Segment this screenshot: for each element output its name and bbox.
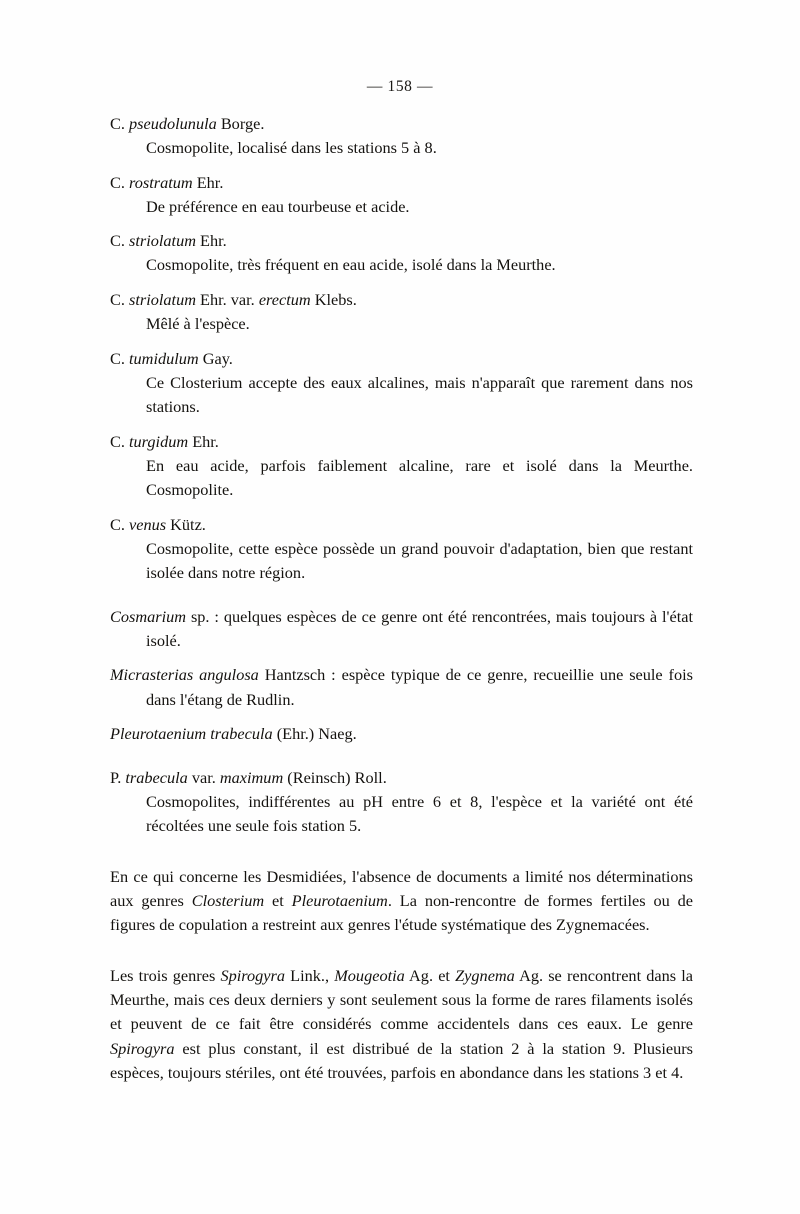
species-entry (110, 513, 693, 585)
section-spacer (110, 757, 693, 766)
species-name: C. turgidum Ehr. (110, 431, 219, 451)
species-name: C. venus Kütz. (110, 514, 206, 534)
species-entry (110, 112, 693, 160)
species-entry (110, 171, 693, 219)
species-entry (110, 288, 693, 336)
species-description: En eau acide, parfois faiblement alcaline, rare et isolé dans la Meurthe. Cosmopolite. (146, 455, 693, 499)
species-name: C. striolatum Ehr. (110, 231, 227, 251)
species-name: P. trabecula var. maximum (Reinsch) Roll. (110, 768, 387, 788)
species-description: De préférence en eau tourbeuse et acide. (146, 196, 410, 216)
species-description: Cosmopolite, cette espèce possède un grand pouvoir d'adaptation, bien que restant isolée dans notre région. (146, 538, 693, 582)
species-entry (110, 766, 693, 838)
genus-entry-list (110, 605, 693, 747)
genus-entry: Pleurotaenium trabecula (Ehr.) Naeg. (110, 724, 357, 744)
page-folio: — 158 — (366, 78, 434, 95)
species-name: C. rostratum Ehr. (110, 172, 224, 192)
species-description: Cosmopolite, localisé dans les stations 5 à 8. (146, 138, 437, 157)
genus-entry: Cosmarium sp. : quelques espèces de ce genre ont été rencontrées, mais toujours à l'état isolé. (110, 606, 693, 650)
species-name: C. striolatum Ehr. var. erectum Klebs. (110, 290, 357, 310)
species-description: Cosmopolites, indifférentes au pH entre 6 et 8, l'espèce et la variété ont été récoltées une seule fois station 5. (146, 792, 693, 836)
section-spacer (110, 849, 693, 865)
section-spacer (110, 948, 693, 964)
species-entry (110, 229, 693, 277)
species-name: C. pseudolunula Borge. (110, 114, 265, 133)
species-description: Mêlé à l'espèce. (146, 314, 250, 334)
body-paragraph: En ce qui concerne les Desmidiées, l'absence de documents a limité nos déterminations aux genres Closterium et Pleurotaenium. La non-rencontre de formes fertiles ou de figures de copulation a restreint aux genres l'étude systématique des Zygnemacées. (110, 866, 693, 935)
species-description: Ce Closterium accepte des eaux alcalines, mais n'apparaît que rarement dans nos stations. (146, 372, 693, 417)
body-paragraph: Les trois genres Spirogyra Link., Mougeotia Ag. et Zygnema Ag. se rencontrent dans la Meurthe, mais ces deux derniers y sont seulement sous la forme de rares filaments isolés et peuvent de ce fait être considérés comme accidentels dans ces eaux. Le genre Spirogyra est plus constant, il est distribué de la station 2 à la station 9. Plusieurs espèces, toujours stériles, ont été trouvées, parfois en abondance dans les stations 3 et 4. (110, 966, 694, 1082)
species-name: C. tumidulum Gay. (110, 348, 233, 368)
species-entry (110, 430, 693, 502)
section-spacer (110, 596, 693, 605)
text-column (110, 112, 693, 1096)
species-entry (110, 347, 693, 419)
species-description: Cosmopolite, très fréquent en eau acide, isolé dans la Meurthe. (146, 255, 556, 275)
genus-entry: Micrasterias angulosa Hantzsch : espèce typique de ce genre, recueillie une seule fois dans l'étang de Rudlin. (110, 665, 693, 709)
species-entry-list (110, 112, 693, 585)
